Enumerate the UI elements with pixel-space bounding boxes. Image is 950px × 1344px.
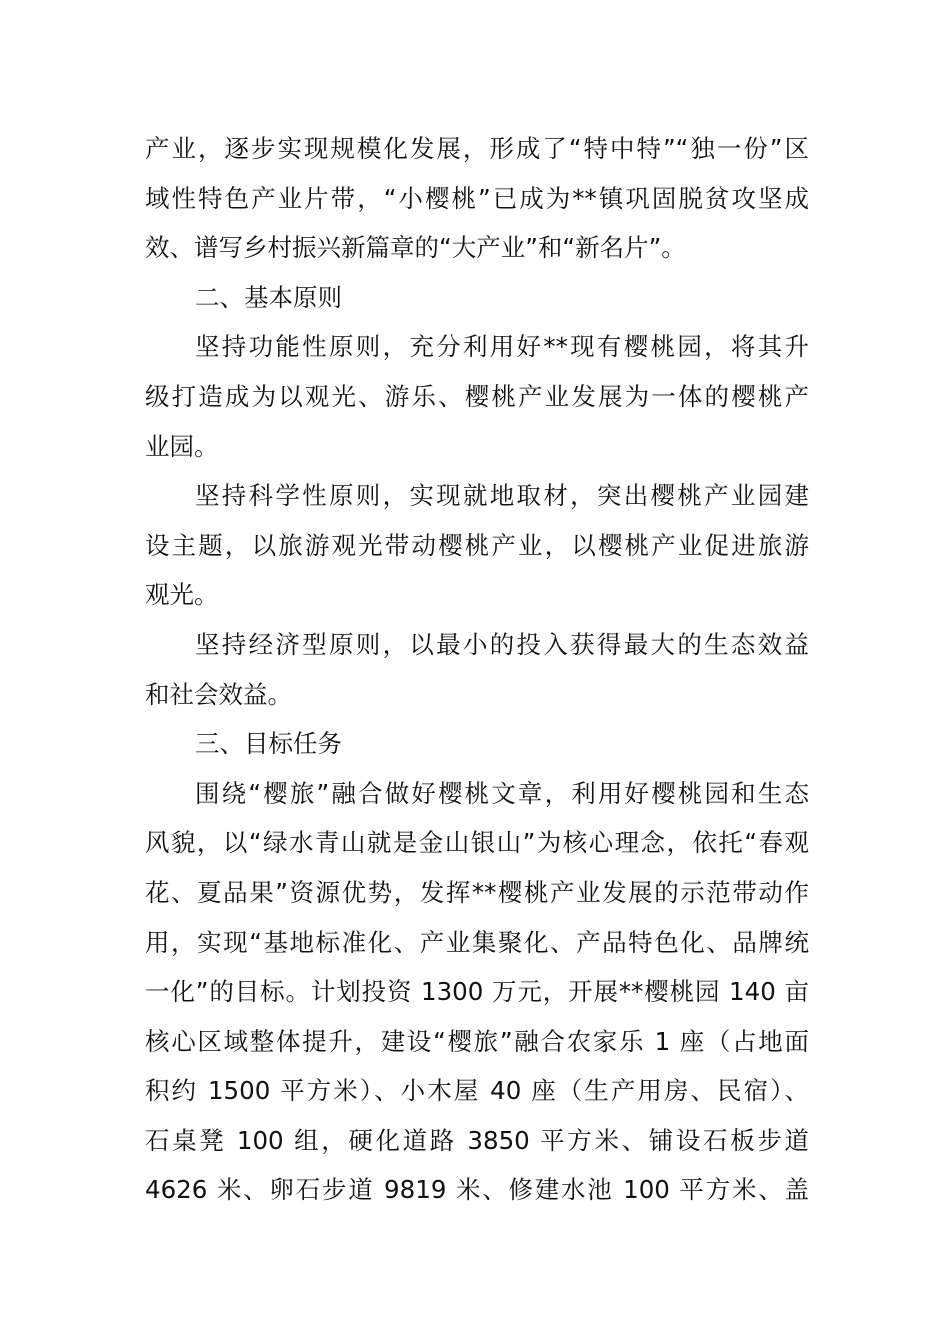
text-line: 域性特色产业片带，“小樱桃”已成为**镇巩固脱贫攻坚成 — [145, 183, 809, 213]
text-line: 石桌凳 100 组，硬化道路 3850 平方米、铺设石板步道 — [145, 1125, 809, 1155]
text-line: 坚持功能性原则，充分利用好**现有樱桃园，将其升 — [195, 332, 809, 362]
text-line: 风貌，以“绿水青山就是金山银山”为核心理念，依托“春观 — [145, 828, 809, 858]
text-line: 坚持科学性原则，实现就地取材，突出樱桃产业园建 — [195, 481, 809, 511]
text-line: 4626 米、卵石步道 9819 米、修建水池 100 平方米、盖 — [145, 1175, 809, 1205]
text-line: 花、夏品果”资源优势，发挥**樱桃产业发展的示范带动作 — [145, 877, 809, 907]
text-line: 用，实现“基地标准化、产业集聚化、产品特色化、品牌统 — [145, 927, 809, 957]
text-line: 效、谱写乡村振兴新篇章的“大产业”和“新名片”。 — [145, 233, 686, 263]
section-heading: 三、目标任务 — [195, 729, 342, 759]
text-line: 产业，逐步实现规模化发展，形成了“特中特”“独一份”区 — [145, 134, 809, 163]
text-line: 和社会效益。 — [145, 679, 292, 709]
text-line: 级打造成为以观光、游乐、樱桃产业发展为一体的樱桃产 — [145, 381, 809, 411]
text-line: 业园。 — [145, 431, 219, 461]
text-line: 核心区域整体提升，建设“樱旅”融合农家乐 1 座（占地面 — [145, 1026, 809, 1056]
text-line: 积约 1500 平方米）、小木屋 40 座（生产用房、民宿）、 — [145, 1076, 809, 1106]
text-line: 观光。 — [145, 580, 219, 610]
document-page — [145, 124, 809, 1215]
text-line: 围绕“樱旅”融合做好樱桃文章，利用好樱桃园和生态 — [195, 778, 809, 808]
text-line: 一化”的目标。计划投资 1300 万元，开展**樱桃园 140 亩 — [145, 977, 809, 1007]
text-line: 坚持经济型原则，以最小的投入获得最大的生态效益 — [195, 629, 809, 659]
section-heading: 二、基本原则 — [195, 282, 342, 312]
text-line: 设主题，以旅游观光带动樱桃产业，以樱桃产业促进旅游 — [145, 530, 809, 560]
